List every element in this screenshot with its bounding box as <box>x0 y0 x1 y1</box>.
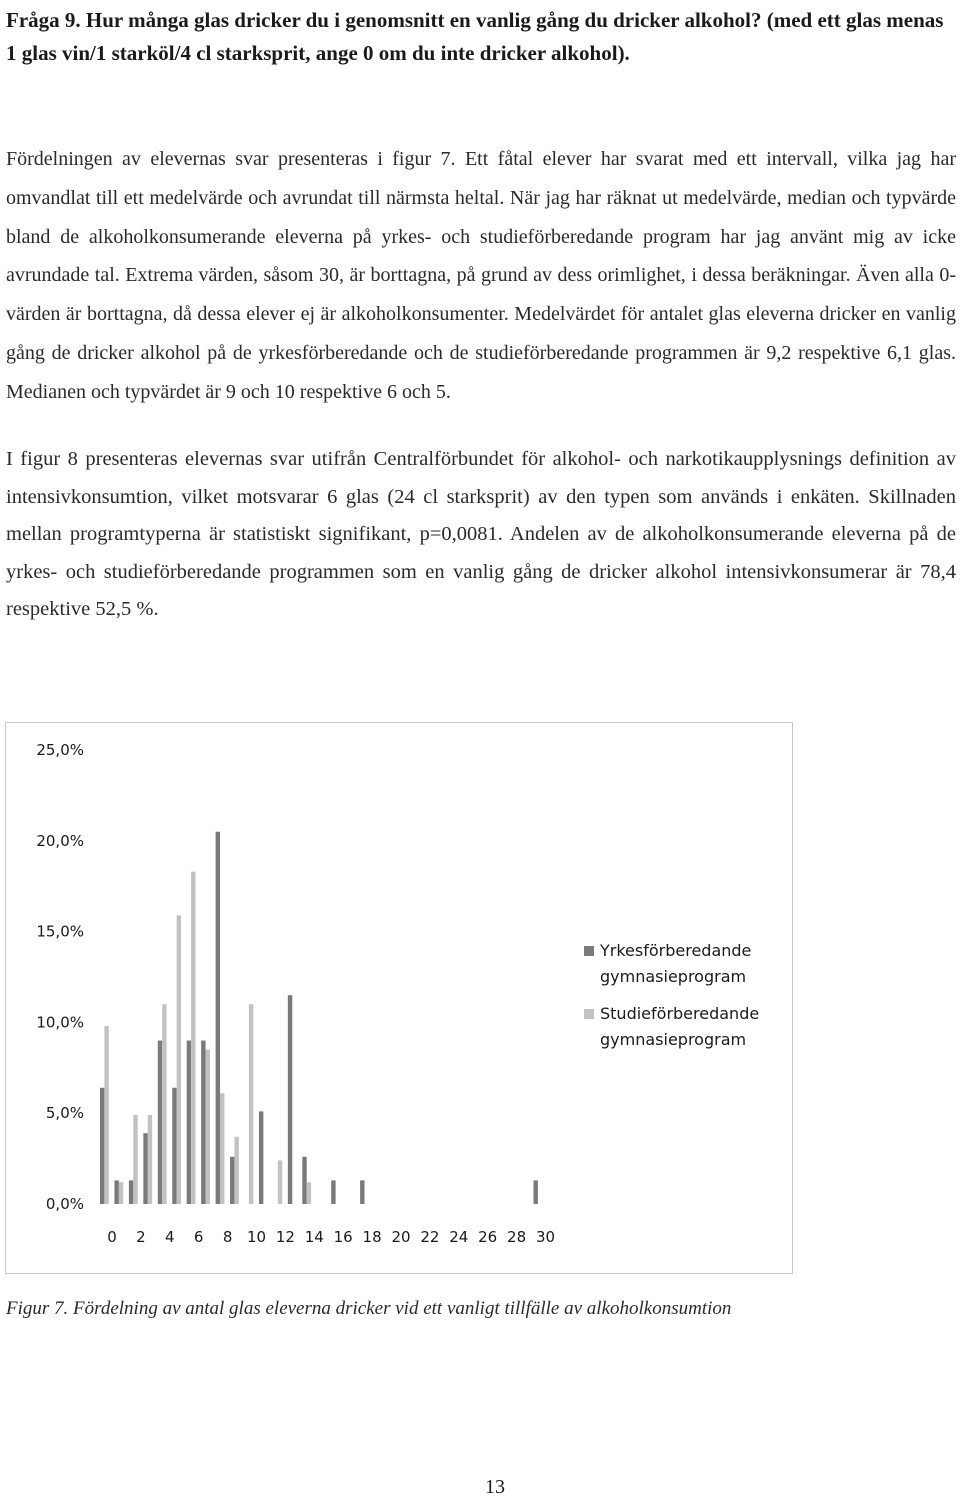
bar-yrkes <box>216 832 220 1204</box>
body-paragraph-1: Fördelningen av elevernas svar presenteras i figur 7. Ett fåtal elever har svarat med ett intervall, vilka jag har omvandlat till ett medelvärde och avrundat till närmsta heltal. När jag har räknat ut medelvärde, median och typvärde bland de alkoholkonsumerande eleverna på yrkes- och studieförberedande program har jag använt mig av icke avrundade tal. Extrema värden, såsom 30, är borttagna, på grund av dess orimlighet, i dessa beräkningar. Även alla 0-värden är borttagna, då dessa elever ej är alkoholkonsumenter. Medelvärdet för antalet glas eleverna dricker en vanlig gång de dricker alkohol på de yrkesförberedande och de studieförberedande programmen är 9,2 respektive 6,1 glas. Medianen och typvärdet är 9 och 10 respektive 6 och 5. <box>6 148 956 403</box>
x-tick-label: 4 <box>165 1228 175 1246</box>
x-tick-label: 16 <box>333 1228 353 1246</box>
bar-yrkes <box>259 1111 263 1204</box>
x-tick-label: 8 <box>222 1228 233 1246</box>
bar-studie <box>234 1137 238 1204</box>
bar-studie <box>307 1182 311 1204</box>
bar-yrkes <box>331 1180 335 1204</box>
bar-yrkes <box>534 1180 538 1204</box>
bar-studie <box>249 1004 253 1204</box>
page-number: 13 <box>485 1476 505 1498</box>
y-tick-label: 5,0% <box>45 1104 84 1123</box>
legend-label: Yrkesförberedande <box>600 941 752 960</box>
bar-yrkes <box>158 1041 162 1204</box>
bar-yrkes <box>288 995 292 1204</box>
y-tick-label: 0,0% <box>45 1195 84 1213</box>
bar-studie <box>220 1093 224 1204</box>
x-tick-label: 10 <box>246 1228 267 1246</box>
y-tick-label: 10,0% <box>36 1013 84 1032</box>
bar-yrkes <box>360 1180 364 1204</box>
legend-label: gymnasieprogram <box>600 1030 747 1049</box>
question-heading: Fråga 9. Hur många glas dricker du i genomsnitt en vanlig gång du dricker alkohol? (med ett glas menas 1 glas vin/1 starköl/4 cl starksprit, ange 0 om du inte dricker alkohol). <box>6 8 944 65</box>
bar-studie <box>148 1115 152 1204</box>
legend-label: gymnasieprogram <box>600 967 747 986</box>
x-tick-label: 12 <box>275 1228 295 1246</box>
bar-chart <box>6 723 794 1275</box>
bar-yrkes <box>172 1088 176 1204</box>
y-tick-label: 15,0% <box>36 922 84 941</box>
x-tick-label: 30 <box>535 1228 556 1246</box>
bar-studie <box>191 872 195 1204</box>
bar-studie <box>119 1182 123 1204</box>
bar-studie <box>104 1026 108 1204</box>
bar-studie <box>177 915 181 1204</box>
x-tick-label: 22 <box>420 1228 440 1246</box>
figure-7-chart <box>5 722 793 1274</box>
bar-yrkes <box>187 1041 191 1204</box>
x-tick-label: 28 <box>507 1228 527 1246</box>
x-tick-label: 2 <box>136 1228 146 1246</box>
figure-caption: Figur 7. Fördelning av antal glas eleverna dricker vid ett vanligt tillfälle av alkoholkonsumtion <box>6 1298 732 1319</box>
bar-studie <box>162 1004 166 1204</box>
bar-yrkes <box>302 1157 306 1204</box>
bar-yrkes <box>129 1180 133 1204</box>
x-tick-label: 0 <box>107 1228 117 1246</box>
x-tick-label: 24 <box>449 1228 469 1246</box>
legend-label: Studieförberedande <box>600 1004 760 1023</box>
bar-yrkes <box>143 1133 147 1204</box>
y-tick-label: 25,0% <box>36 741 84 759</box>
x-tick-label: 6 <box>193 1228 204 1246</box>
bar-yrkes <box>100 1088 104 1204</box>
bar-yrkes <box>201 1041 205 1204</box>
legend-swatch <box>584 1009 594 1019</box>
body-paragraph-2: I figur 8 presenteras elevernas svar utifrån Centralförbundet för alkohol- och narkotikaupplysnings definition av intensivkonsumtion, vilket motsvarar 6 glas (24 cl starksprit) av den typen som används i enkäten. Skillnaden mellan programtyperna är statistiskt signifikant, p=0,0081. Andelen av de alkoholkonsumerande eleverna på de yrkes- och studieförberedande programmen som en vanlig gång de dricker alkohol intensivkonsumerar är 78,4 respektive 52,5 %. <box>6 448 956 621</box>
bar-yrkes <box>230 1157 234 1204</box>
bar-yrkes <box>114 1180 118 1204</box>
bar-studie <box>206 1050 210 1204</box>
x-tick-label: 18 <box>362 1228 382 1246</box>
y-tick-label: 20,0% <box>36 831 84 850</box>
bar-studie <box>133 1115 137 1204</box>
bar-studie <box>278 1160 282 1204</box>
legend-swatch <box>584 946 594 956</box>
x-tick-label: 26 <box>478 1228 498 1246</box>
x-tick-label: 20 <box>391 1228 411 1246</box>
x-tick-label: 14 <box>304 1228 324 1246</box>
